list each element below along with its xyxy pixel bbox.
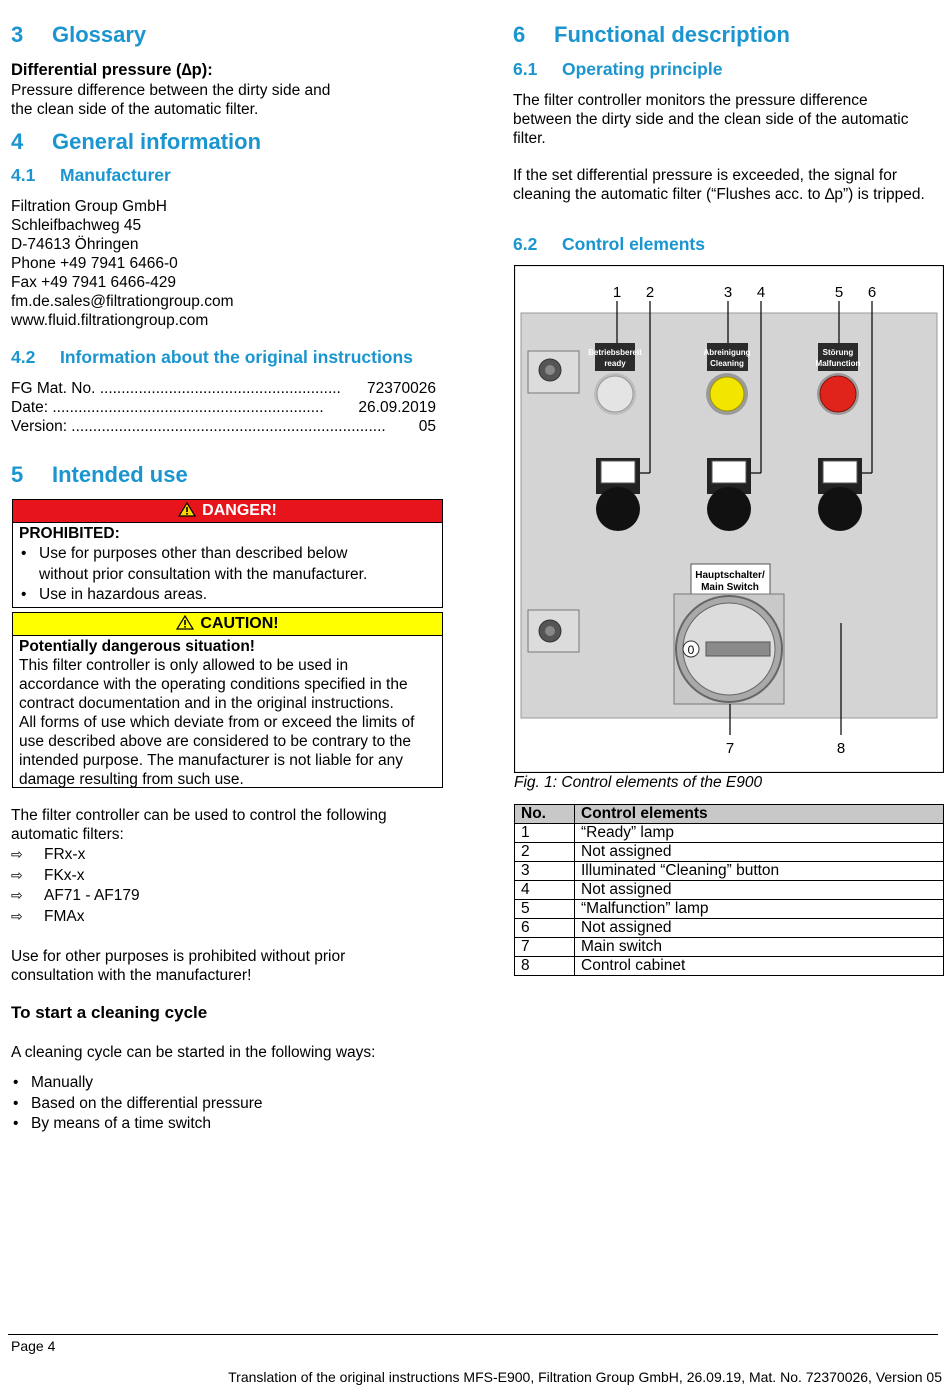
warning-triangle-icon [178, 502, 196, 524]
callout-8: 8 [836, 740, 846, 757]
page-number: Page 4 [11, 1338, 56, 1354]
table-row [515, 900, 944, 919]
callout-1: 1 [612, 284, 622, 301]
cell-no: 5 [515, 900, 575, 919]
other-use-note [11, 947, 345, 985]
upper-lock-icon [528, 351, 579, 393]
malfunction-lamp-disc [820, 376, 856, 412]
text-line: cleaning the automatic filter (“Flushes acc. to ∆p”) is tripped. [513, 186, 925, 203]
lower-lock-icon [528, 610, 579, 652]
cell-element: Illuminated “Cleaning” button [575, 862, 944, 881]
text-line: consultation with the manufacturer! [11, 967, 252, 984]
warning-triangle-icon [176, 615, 194, 637]
address-line: D-74613 Öhringen [11, 236, 139, 253]
principle-heading [513, 59, 722, 80]
unassigned-button-4 [707, 458, 751, 531]
cell-no: 4 [515, 881, 575, 900]
section-number: 3 [11, 22, 24, 47]
caution-header [13, 613, 442, 636]
general-heading [11, 129, 261, 155]
ready-label-de: Betriebsbereit [588, 348, 642, 357]
website-link[interactable]: www.fluid.filtrationgroup.com [11, 312, 209, 329]
table-row [515, 881, 944, 900]
controls-heading [513, 234, 705, 255]
danger-notice [12, 499, 443, 608]
mat-no-value: 72370026 [367, 380, 436, 397]
text-line: Use for other purposes is prohibited without prior [11, 948, 346, 965]
switch-zero-mark: 0 [687, 643, 695, 657]
text-line: use described above are considered to be contrary to the [19, 733, 412, 750]
callout-5: 5 [834, 284, 844, 301]
manufacturer-address [11, 197, 234, 330]
cell-no: 6 [515, 919, 575, 938]
original-instructions-info [11, 379, 436, 436]
cell-no: 8 [515, 957, 575, 976]
version-value: 05 [418, 418, 436, 435]
text-line: the clean side of the automatic filter. [11, 101, 259, 118]
text-line: Pressure difference between the dirty side and [11, 82, 331, 99]
callout-6: 6 [867, 284, 877, 301]
cell-element: “Ready” lamp [575, 824, 944, 843]
section-title: Manufacturer [60, 165, 171, 185]
glossary-heading [11, 22, 146, 48]
figure-caption: Fig. 1: Control elements of the E900 [514, 774, 763, 791]
section-title: Functional description [554, 22, 790, 47]
glossary-term: Differential pressure (∆p): [11, 61, 213, 79]
intended-use-heading [11, 462, 188, 488]
address-line: Schleifbachweg 45 [11, 217, 142, 234]
danger-list [19, 544, 399, 606]
glossary-definition [11, 81, 330, 119]
principle-paragraph-1 [513, 91, 909, 148]
date-value: 26.09.2019 [358, 399, 436, 416]
section-title: Information about the original instructions [60, 347, 413, 367]
cell-element: Main switch [575, 938, 944, 957]
caution-notice [12, 612, 443, 788]
text-line: damage resulting from such use. [19, 771, 244, 788]
text-line: The filter controller can be used to control the following [11, 807, 387, 824]
version-row [11, 417, 436, 436]
filters-list [11, 845, 140, 927]
section-number: 4.1 [11, 165, 36, 185]
section-title: General information [52, 129, 262, 154]
filters-intro [11, 806, 387, 844]
text-line: intended purpose. The manufacturer is not liable for any [19, 752, 404, 769]
unassigned-button-6 [818, 458, 862, 531]
mat-no-row [11, 379, 436, 398]
malfunction-label-en: Malfunction [815, 359, 861, 368]
section-number: 4.2 [11, 347, 36, 367]
cell-element: Control cabinet [575, 957, 944, 976]
fax-line: Fax +49 7941 6466-429 [11, 274, 177, 291]
table-row [515, 824, 944, 843]
cleaning-ways-list [11, 1073, 263, 1135]
cell-element: Not assigned [575, 881, 944, 900]
column-header: Control elements [575, 805, 944, 824]
ready-label-en: ready [604, 359, 626, 368]
callout-2: 2 [645, 284, 655, 301]
main-switch [674, 564, 784, 704]
cleaning-lamp-disc [710, 377, 744, 411]
cell-no: 3 [515, 862, 575, 881]
section-title: Operating principle [562, 59, 723, 79]
date-label: Date: ............................................................... [11, 399, 324, 416]
footer-rule [8, 1334, 938, 1335]
section-title: Glossary [52, 22, 147, 47]
callout-3: 3 [723, 284, 733, 301]
unassigned-button-2 [596, 458, 640, 531]
danger-header [13, 500, 442, 523]
cell-element: “Malfunction” lamp [575, 900, 944, 919]
text-line: The filter controller monitors the pressure difference [513, 92, 868, 109]
original-instructions-heading [11, 347, 413, 368]
control-elements-table [514, 804, 944, 976]
version-label: Version: ......................................................................... [11, 418, 386, 435]
danger-label: DANGER! [202, 502, 277, 519]
text-line: automatic filters: [11, 826, 124, 843]
list-item: • Use in hazardous areas. [19, 585, 399, 606]
cell-element: Not assigned [575, 843, 944, 862]
table-row [515, 957, 944, 976]
cleaning-heading: To start a cleaning cycle [11, 1003, 208, 1022]
section-title: Intended use [52, 462, 188, 487]
list-item: • By means of a time switch [11, 1114, 263, 1135]
list-item: ⇨ FMAx [11, 907, 140, 928]
text-line: accordance with the operating conditions specified in the [19, 676, 408, 693]
callout-4: 4 [756, 284, 766, 301]
main-switch-label-de: Hauptschalter/ [695, 570, 765, 581]
list-item: ⇨ FKx-x [11, 866, 140, 887]
list-item: • Manually [11, 1073, 263, 1094]
text-line: If the set differential pressure is exceeded, the signal for [513, 167, 897, 184]
table-header-row [515, 805, 944, 824]
cleaning-intro: A cleaning cycle can be started in the following ways: [11, 1044, 376, 1061]
list-item: ⇨ FRx-x [11, 845, 140, 866]
list-item: ⇨ AF71 - AF179 [11, 886, 140, 907]
text-line: between the dirty side and the clean side of the automatic [513, 111, 909, 128]
email-link[interactable]: fm.de.sales@filtrationgroup.com [11, 293, 234, 310]
section-title: Control elements [562, 234, 705, 254]
section-number: 4 [11, 129, 24, 154]
table-row [515, 862, 944, 881]
table-row [515, 843, 944, 862]
figure-svg [514, 265, 944, 773]
section-number: 6.2 [513, 234, 538, 254]
text-line: contract documentation and in the original instructions. [19, 695, 394, 712]
table-row [515, 919, 944, 938]
callout-7: 7 [725, 740, 735, 757]
main-switch-label-en: Main Switch [701, 582, 759, 593]
cell-no: 7 [515, 938, 575, 957]
malfunction-label-de: Störung [822, 348, 854, 357]
date-row [11, 398, 436, 417]
caution-label: CAUTION! [200, 615, 279, 632]
cell-element: Not assigned [575, 919, 944, 938]
table-row [515, 938, 944, 957]
text-line: This filter controller is only allowed to be used in [19, 657, 349, 674]
manufacturer-heading [11, 165, 171, 186]
list-item: • Use for purposes other than described below without prior consultation with the manufacturer. [19, 544, 399, 585]
column-header: No. [515, 805, 575, 824]
section-number: 6.1 [513, 59, 538, 79]
cleaning-label-en: Cleaning [710, 359, 744, 368]
cell-no: 2 [515, 843, 575, 862]
footer-text: Translation of the original instructions MFS-E900, Filtration Group GmbH, 26.09.19, Mat. No. 72370026, Version 05 [228, 1369, 942, 1385]
phone-line: Phone +49 7941 6466-0 [11, 255, 178, 272]
danger-title: PROHIBITED: [19, 525, 120, 542]
functional-heading [513, 22, 790, 48]
caution-title: Potentially dangerous situation! [19, 638, 255, 655]
principle-paragraph-2 [513, 166, 925, 204]
cell-no: 1 [515, 824, 575, 843]
cleaning-label-de: Abreinigung [703, 348, 751, 357]
list-item: • Based on the differential pressure [11, 1094, 263, 1115]
address-line: Filtration Group GmbH [11, 198, 167, 215]
section-number: 5 [11, 462, 24, 487]
text-line: All forms of use which deviate from or exceed the limits of [19, 714, 415, 731]
mat-no-label: FG Mat. No. ........................................................ [11, 380, 341, 397]
text-line: filter. [513, 130, 546, 147]
ready-lamp-disc [597, 376, 633, 412]
control-elements-figure [514, 265, 944, 773]
section-number: 6 [513, 22, 526, 47]
